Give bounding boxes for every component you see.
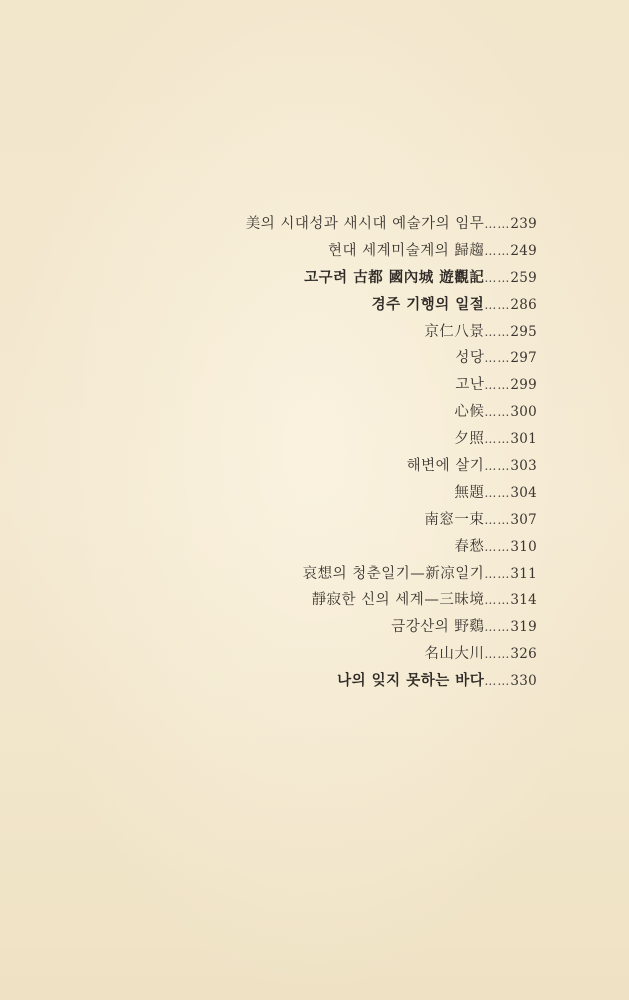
toc-entry-title: 고구려 古都 國內城 遊觀記 [304,268,485,286]
toc-leader: …… [484,297,511,312]
table-of-contents [117,211,537,695]
toc-entry [117,426,537,453]
toc-entry-title: 名山大川 [424,646,485,663]
toc-entry [117,668,537,695]
toc-leader: …… [484,593,511,608]
toc-entry [117,399,537,426]
toc-entry [117,561,537,588]
toc-page-number: 295 [510,323,537,340]
toc-page-number: 239 [510,216,537,232]
toc-leader: …… [484,405,511,420]
toc-entry [117,453,537,480]
toc-entry [117,507,537,534]
toc-entry [117,265,537,292]
toc-entry-title: 현대 세계미술계의 歸趨 [328,242,485,259]
toc-entry-title: 春愁 [454,538,485,555]
toc-entry-title: 해변에 살기 [406,458,485,475]
toc-page-number: 330 [510,673,537,690]
toc-entry [117,587,537,614]
toc-leader: …… [484,485,511,500]
toc-entry-title: 나의 잊지 못하는 바다 [337,672,485,690]
toc-leader: …… [484,566,511,581]
toc-page-number: 299 [510,377,537,394]
toc-entry-title: 고난 [455,377,485,394]
toc-entry-title: 南窓一束 [424,511,485,528]
toc-entry-title: 靜寂한 신의 세계—三昧境 [311,592,485,609]
toc-leader: …… [484,512,511,527]
toc-page-number: 311 [510,565,537,582]
toc-page-number: 307 [510,511,537,528]
toc-leader: …… [484,351,511,366]
toc-page-number: 259 [510,269,537,286]
toc-entry-title: 성당 [455,350,485,367]
toc-entry [117,292,537,319]
toc-leader: …… [484,432,511,447]
toc-entry [117,614,537,641]
toc-leader: …… [484,539,511,554]
toc-entry-title: 無題 [454,484,485,501]
toc-leader: …… [484,647,511,662]
toc-page-number: 286 [510,296,537,313]
toc-page-number: 303 [510,458,537,475]
toc-page-number: 319 [510,619,537,636]
toc-entry [117,480,537,507]
toc-entry-title: 금강산의 野鷄 [391,619,485,636]
toc-entry [117,345,537,372]
toc-leader: …… [484,620,511,635]
toc-page-number: 300 [510,404,537,421]
toc-leader: …… [484,324,511,339]
toc-leader: …… [484,378,511,393]
toc-page-number: 310 [510,538,537,555]
toc-entry [117,534,537,561]
toc-page-number: 297 [510,350,537,367]
toc-page-number: 314 [510,592,537,609]
toc-leader: …… [484,217,511,231]
toc-page-number: 249 [510,242,537,259]
toc-entry-title: 京仁八景 [424,323,485,340]
toc-entry-title: 哀想의 청춘일기—新凉일기 [302,565,485,582]
toc-page-number: 304 [510,484,537,501]
toc-entry [117,211,537,238]
toc-entry-title: 夕照 [454,431,485,448]
toc-entry [117,319,537,346]
toc-page-number: 326 [510,646,537,663]
toc-leader: …… [484,243,511,258]
toc-entry [117,372,537,399]
toc-leader: …… [484,459,511,474]
toc-entry [117,238,537,265]
toc-page-number: 301 [510,431,537,448]
toc-entry-title: 경주 기행의 일절 [371,295,485,313]
toc-leader: …… [484,270,511,285]
toc-entry-title: 美의 시대성과 새시대 예술가의 임무 [245,216,485,232]
toc-leader: …… [484,674,511,689]
toc-entry [117,641,537,668]
toc-entry-title: 心候 [454,404,485,421]
